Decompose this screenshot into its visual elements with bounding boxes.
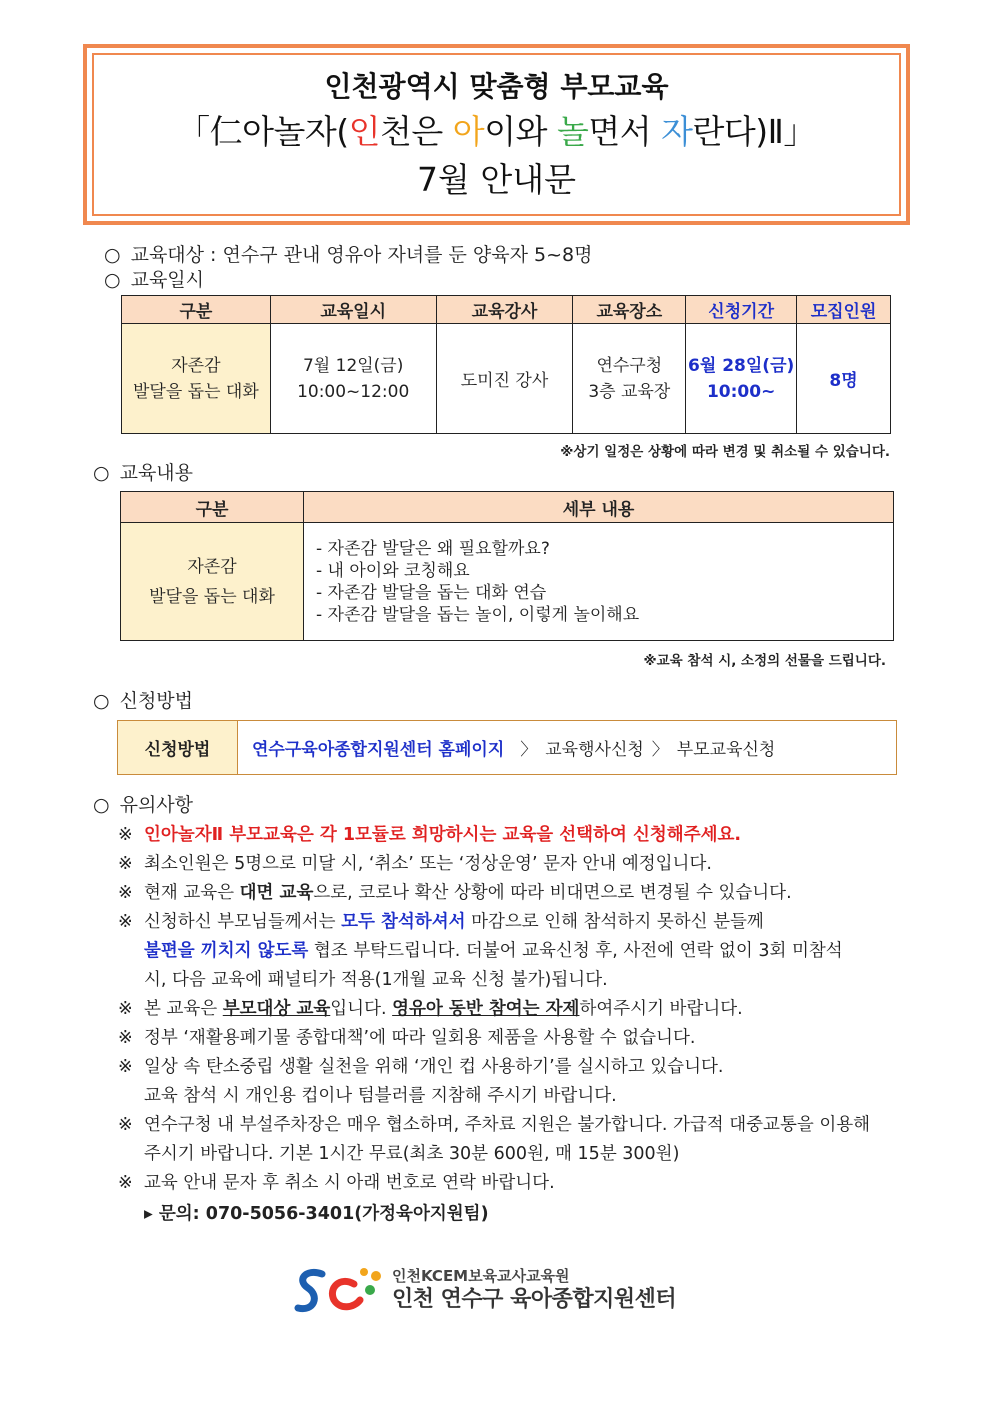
- notice-9: [118, 1169, 555, 1194]
- notice-5-d: 영유아 동반 참여는 자제: [392, 999, 580, 1019]
- notice-mark: ※: [118, 1057, 133, 1077]
- logo-text: [392, 1266, 676, 1314]
- circle-marker: ○: [93, 462, 110, 484]
- category-l2: 발달을 돕는 대화: [132, 381, 259, 402]
- notice-mark: ※: [118, 883, 133, 903]
- notice-4-b: 모두 참석하셔서: [341, 912, 466, 932]
- notes-label: 유의사항: [119, 794, 194, 816]
- schedule-label-line: [104, 265, 204, 292]
- notice-6-text: 정부 ‘재활용폐기물 종합대책’에 따라 일회용 제품을 사용할 수 없습니다.: [144, 1028, 696, 1048]
- table-row: [121, 523, 894, 641]
- title-char-green: 놀: [556, 111, 589, 151]
- notice-7: [118, 1053, 723, 1078]
- notice-5-c: 입니다.: [330, 999, 393, 1019]
- title-seg4: 란다)Ⅱ」: [692, 111, 816, 151]
- col-header: 교육장소: [573, 296, 686, 324]
- notice-7-line2: [118, 1082, 617, 1107]
- chevron-right-icon: 〉: [651, 740, 669, 760]
- content-category-cell: [121, 523, 304, 641]
- col-header: 구분: [121, 492, 304, 523]
- notice-8-line2: [118, 1140, 679, 1165]
- contact-line: [118, 1200, 489, 1225]
- contact-text: ▸ 문의: 070-5056-3401(가정육아지원팀): [144, 1204, 489, 1224]
- notice-mark: ※: [118, 1173, 133, 1193]
- apply-l2: 10:00~: [706, 381, 776, 402]
- notes-label-line: [93, 790, 193, 817]
- title-char-yellow: 아: [452, 111, 485, 151]
- col-header: 모집인원: [797, 296, 891, 324]
- title-inner: [92, 53, 901, 216]
- content-list: [304, 538, 893, 626]
- apply-period-cell: [686, 324, 797, 434]
- content-label-line: [93, 458, 193, 485]
- content-category-l2: 발달을 돕는 대화: [149, 586, 275, 607]
- list-item: - 자존감 발달을 돕는 대화 연습: [316, 582, 547, 603]
- apply-label: 신청방법: [119, 690, 194, 712]
- apply-step2: 부모교육신청: [676, 740, 776, 760]
- title-seg3: 면서: [588, 111, 662, 151]
- notice-4-line2: [118, 937, 843, 962]
- notice-mark: ※: [118, 825, 133, 845]
- circle-marker: ○: [93, 690, 110, 712]
- schedule-label: 교육일시: [130, 269, 205, 291]
- notice-6: [118, 1024, 695, 1049]
- apply-l1: 6월 28일(금): [688, 355, 795, 376]
- notice-5-b: 부모대상 교육: [222, 999, 331, 1019]
- date-l1: 7월 12일(금): [302, 355, 404, 376]
- date-l2: 10:00~12:00: [297, 381, 410, 402]
- content-label: 교육내용: [119, 462, 194, 484]
- notice-mark: ※: [118, 1028, 133, 1048]
- title-char-red: 인: [348, 111, 381, 151]
- notice-4-line3: [118, 966, 608, 991]
- target-line: [104, 240, 593, 267]
- notice-3-b: 대면 교육: [239, 883, 314, 903]
- apply-label-line: [93, 686, 193, 713]
- notice-4-e: 협조 부탁드립니다. 더불어 교육신청 후, 사전에 연락 없이 3회 미참석: [308, 941, 843, 961]
- target-text: 교육대상 : 연수구 관내 영유아 자녀를 둔 양육자 5~8명: [130, 244, 593, 266]
- list-item: - 자존감 발달은 왜 필요할까요?: [316, 538, 550, 559]
- col-header: 세부 내용: [304, 492, 894, 523]
- notice-5-a: 본 교육은: [144, 999, 223, 1019]
- capacity-cell: 8명: [797, 324, 891, 434]
- chevron-right-icon: 〉: [520, 740, 538, 760]
- notice-4-f: 시, 다음 교육에 패널티가 적용(1개월 교육 신청 불가)됩니다.: [144, 970, 608, 990]
- sc-logo-icon: [292, 1262, 384, 1318]
- title-box: [83, 44, 910, 225]
- instructor-cell: 도미진 강사: [436, 324, 573, 434]
- col-header: 교육일시: [270, 296, 436, 324]
- list-item: - 자존감 발달을 돕는 놀이, 이렇게 놀이해요: [316, 604, 640, 625]
- table-row: [122, 324, 891, 434]
- apply-box: [117, 720, 897, 775]
- content-table: [120, 491, 894, 641]
- notice-2: [118, 850, 712, 875]
- notice-3-c: 으로, 코로나 확산 상황에 따라 비대면으로 변경될 수 있습니다.: [313, 883, 792, 903]
- title-line1: 인천광역시 맞춤형 부모교육: [324, 69, 669, 103]
- org-line1: 인천KCEM보육교사교육원: [392, 1267, 570, 1285]
- place-cell: [573, 324, 686, 434]
- title-prefix: 「仁아놀자(: [177, 111, 349, 151]
- circle-marker: ○: [104, 269, 121, 291]
- notice-8-a: 연수구청 내 부설주차장은 매우 협소하며, 주차료 지원은 불가합니다. 가급적 대중교통을 이용해: [144, 1115, 871, 1135]
- title-line3: 7월 안내문: [417, 159, 576, 199]
- footer-logo: [292, 1260, 712, 1320]
- notice-7-b: 교육 참석 시 개인용 컵이나 텀블러를 지참해 주시기 바랍니다.: [144, 1086, 617, 1106]
- col-header: 신청기간: [686, 296, 797, 324]
- org-line2: 인천 연수구 육아종합지원센터: [392, 1287, 677, 1312]
- apply-step1: 교육행사신청: [545, 740, 644, 760]
- notice-2-text: 최소인원은 5명으로 미달 시, ‘취소’ 또는 ‘정상운영’ 문자 안내 예정입니다.: [144, 854, 712, 874]
- title-line2: [177, 107, 816, 157]
- notice-4-c: 마감으로 인해 참석하지 못하신 분들께: [465, 912, 764, 932]
- notice-mark: ※: [118, 999, 133, 1019]
- notice-1-text: 인아놀자Ⅱ 부모교육은 각 1모듈로 희망하시는 교육을 선택하여 신청해주세요.: [144, 825, 742, 845]
- place-l1: 연수구청: [596, 355, 663, 376]
- apply-body: [238, 721, 775, 774]
- notice-1: [118, 821, 741, 846]
- col-header: 구분: [122, 296, 271, 324]
- notice-3-a: 현재 교육은: [144, 883, 240, 903]
- notice-8-b: 주시기 바랍니다. 기본 1시간 무료(최초 30분 600원, 매 15분 300원): [144, 1144, 680, 1164]
- apply-head: 신청방법: [118, 721, 238, 774]
- title-seg1: 천은: [380, 111, 453, 151]
- category-cell: [122, 324, 271, 434]
- notice-7-a: 일상 속 탄소중립 생활 실천을 위해 ‘개인 컵 사용하기’를 실시하고 있습니다.: [144, 1057, 724, 1077]
- notice-4-d: 불편을 끼치지 않도록: [144, 941, 309, 961]
- notice-mark: ※: [118, 1115, 133, 1135]
- list-item: - 내 아이와 코칭해요: [316, 560, 470, 581]
- circle-marker: ○: [93, 794, 110, 816]
- notice-4-a: 신청하신 부모님들께서는: [144, 912, 342, 932]
- notice-3: [118, 879, 792, 904]
- schedule-note: ※상기 일정은 상황에 따라 변경 및 취소될 수 있습니다.: [560, 444, 890, 460]
- notice-4: [118, 908, 764, 933]
- title-char-blue: 자: [661, 111, 693, 151]
- title-seg2: 이와: [484, 111, 557, 151]
- col-header: 교육강사: [436, 296, 573, 324]
- content-category-l1: 자존감: [187, 556, 237, 577]
- schedule-table: [121, 295, 891, 434]
- notice-5-e: 하여주시기 바랍니다.: [579, 999, 743, 1019]
- notice-8: [118, 1111, 870, 1136]
- circle-marker: ○: [104, 244, 121, 266]
- notice-5: [118, 995, 743, 1020]
- homepage-link[interactable]: 연수구육아종합지원센터 홈페이지: [252, 740, 505, 760]
- notice-9-text: 교육 안내 문자 후 취소 시 아래 번호로 연락 바랍니다.: [144, 1173, 555, 1193]
- notice-mark: ※: [118, 854, 133, 874]
- content-detail-cell: [304, 523, 894, 641]
- category-l1: 자존감: [171, 355, 221, 376]
- date-cell: [270, 324, 436, 434]
- place-l2: 3층 교육장: [588, 381, 671, 402]
- notice-mark: ※: [118, 912, 133, 932]
- content-note: ※교육 참석 시, 소정의 선물을 드립니다.: [643, 653, 886, 669]
